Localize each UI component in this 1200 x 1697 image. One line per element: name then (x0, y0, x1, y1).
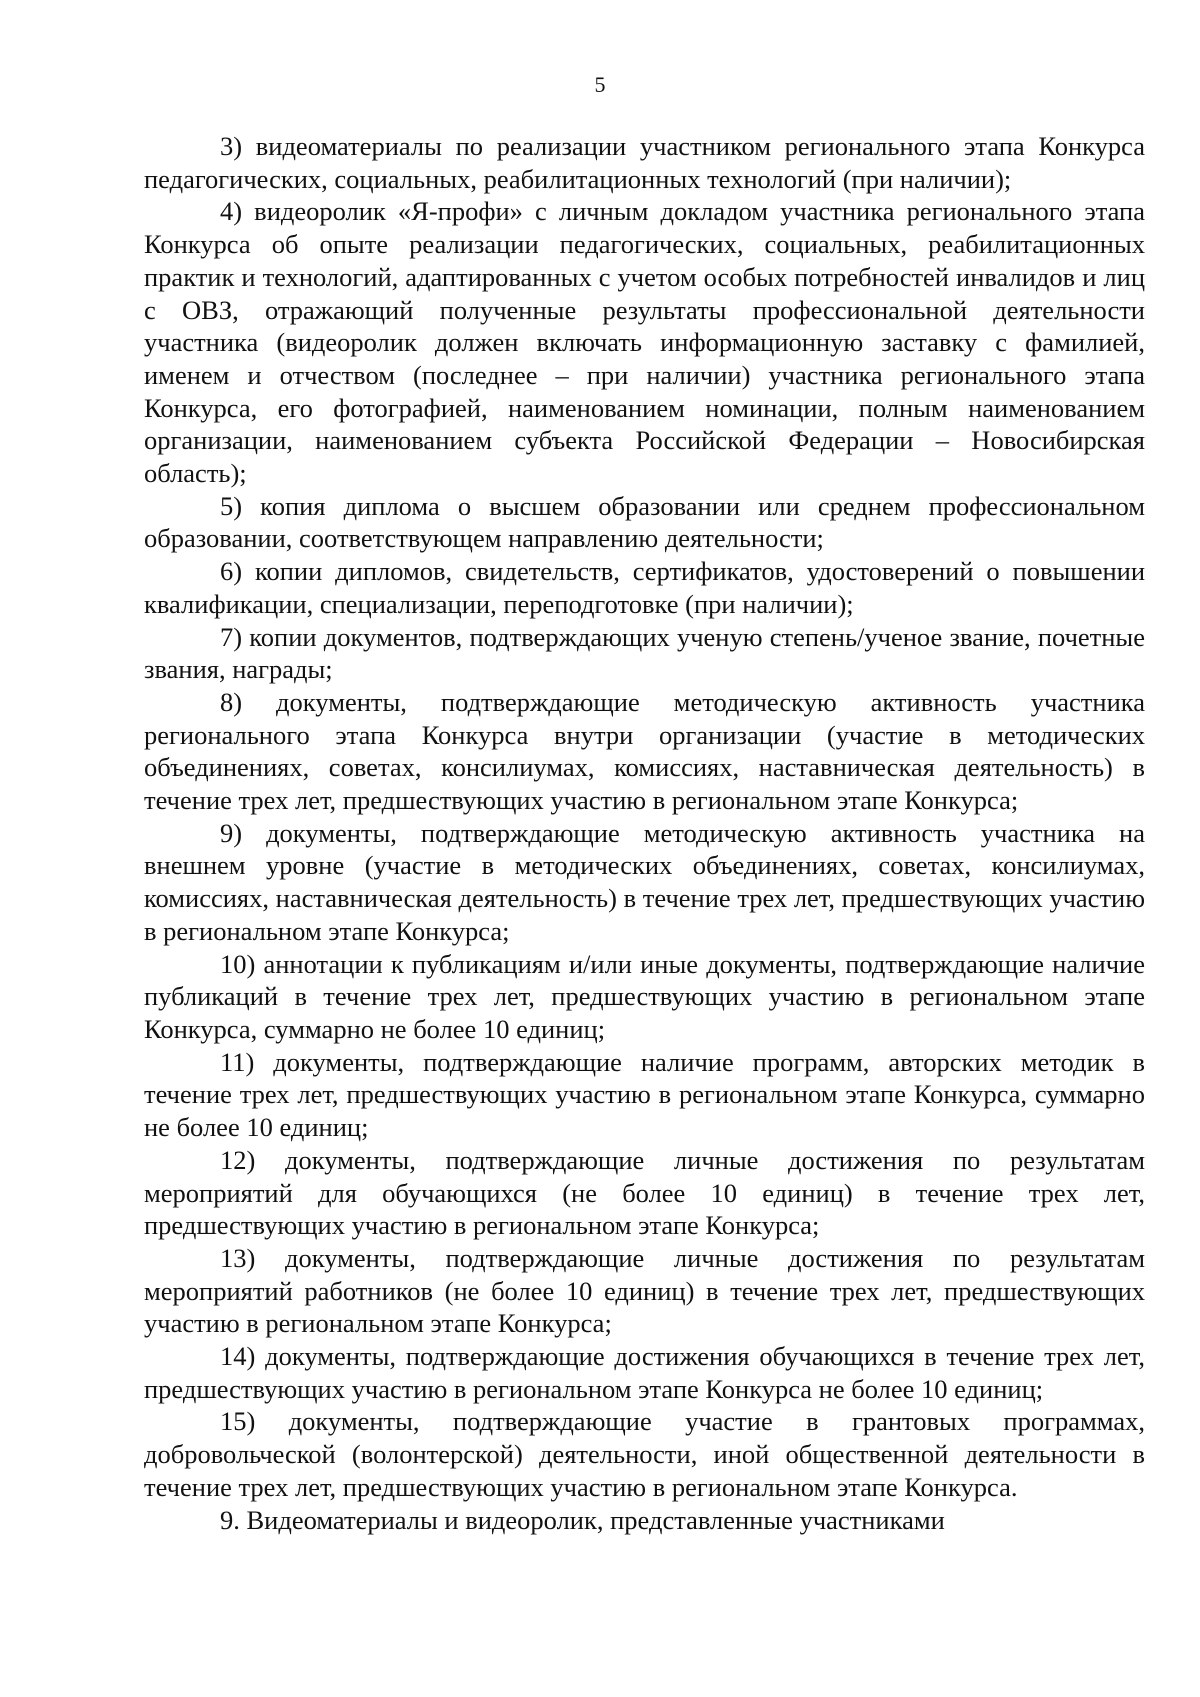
list-item-13: 13) документы, подтверждающие личные достижения по результатам мероприятий работников (не более 10 единиц) в течение трех лет, предшествующих участию в региональном этапе Конкурса; (144, 1242, 1145, 1339)
section-9-start: 9. Видеоматериалы и видеоролик, представленные участниками (220, 1504, 945, 1535)
document-body (144, 130, 1145, 1536)
list-item-6: 6) копии дипломов, свидетельств, сертификатов, удостоверений о повышении квалификации, специализации, переподготовке (при наличии); (144, 556, 1145, 619)
page-number: 5 (594, 72, 606, 97)
list-item-3: 3) видеоматериалы по реализации участником регионального этапа Конкурса педагогических, социальных, реабилитационных технологий (при наличии); (144, 131, 1145, 194)
list-item-9: 9) документы, подтверждающие методическую активность участника на внешнем уровне (участие в методических объединениях, советах, консилиумах, комиссиях, наставническая деятельность) в течение трех лет, предшествующих участию в региональном этапе Конкурса; (144, 817, 1145, 946)
list-item-7: 7) копии документов, подтверждающих ученую степень/ученое звание, почетные звания, награды; (144, 621, 1145, 685)
list-item-12: 12) документы, подтверждающие личные достижения по результатам мероприятий для обучающихся (не более 10 единиц) в течение трех лет, предшествующих участию в региональном этапе Конкурса; (144, 1144, 1145, 1241)
list-item-15: 15) документы, подтверждающие участие в грантовых программах, добровольческой (волонтерской) деятельности, иной общественной деятельности в течение трех лет, предшествующих участию в региональном этапе Конкурса. (144, 1406, 1145, 1502)
list-item-10: 10) аннотации к публикациям и/или иные документы, подтверждающие наличие публикаций в течение трех лет, предшествующих участию в региональном этапе Конкурса, суммарно не более 10 единиц; (144, 948, 1145, 1044)
list-item-4: 4) видеоролик «Я-профи» с личным докладом участника регионального этапа Конкурса об опыте реализации педагогических, социальных, реабилитационных практик и технологий, адаптированных с учетом особых потребностей инвалидов и лиц с ОВЗ, отражающий полученные результаты профессиональной деятельности участника (видеоролик должен включать информационную заставку с фамилией, именем и отчеством (последнее – при наличии) участника регионального этапа Конкурса, его фотографией, наименованием номинации, полным наименованием организации, наименованием субъекта Российской Федерации – Новосибирская область); (144, 196, 1145, 489)
list-item-8: 8) документы, подтверждающие методическую активность участника регионального этапа Конкурса внутри организации (участие в методических объединениях, советах, консилиумах, комиссиях, наставническая деятельность) в течение трех лет, предшествующих участию в региональном этапе Конкурса; (144, 686, 1145, 816)
list-item-5: 5) копия диплома о высшем образовании или среднем профессиональном образовании, соответствующем направлению деятельности; (144, 490, 1145, 554)
list-item-11: 11) документы, подтверждающие наличие программ, авторских методик в течение трех лет, предшествующих участию в региональном этапе Конкурса, суммарно не более 10 единиц; (144, 1046, 1145, 1143)
list-item-14: 14) документы, подтверждающие достижения обучающихся в течение трех лет, предшествующих участию в региональном этапе Конкурса не более 10 единиц; (144, 1341, 1145, 1404)
